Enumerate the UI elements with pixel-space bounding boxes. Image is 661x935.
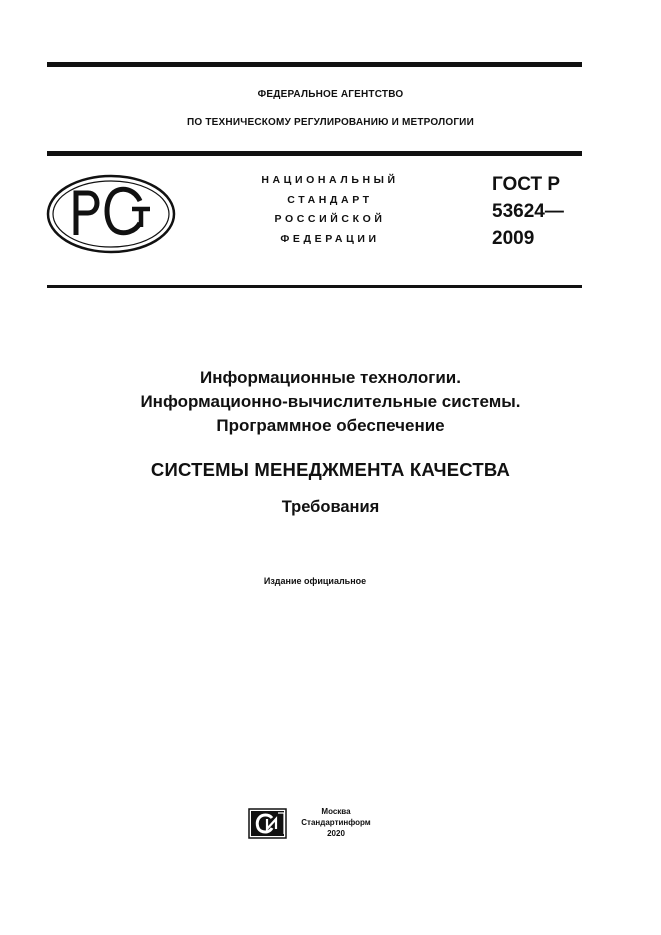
gost-r-certification-mark-icon: [44, 173, 178, 255]
title-line-2: Информационно-вычислительные системы.: [140, 392, 521, 411]
publisher-year: 2020: [327, 829, 345, 838]
gost-designation: ГОСТ Р: [492, 174, 561, 195]
gost-number: 53624—: [492, 201, 564, 222]
middle-rule: [47, 151, 582, 156]
bottom-rule: [47, 285, 582, 288]
subtitle: Требования: [281, 498, 380, 516]
edition-label: Издание официальное: [263, 576, 367, 586]
standartinform-logo-icon: [248, 808, 287, 839]
national-line-3: РОССИЙСКОЙ: [274, 213, 386, 225]
top-rule: [47, 62, 582, 67]
title-line-3: Программное обеспечение: [216, 416, 445, 435]
standard-designation: [492, 171, 564, 252]
national-standard-label: [232, 171, 428, 249]
publisher-name: Стандартинформ: [301, 818, 371, 827]
agency-line-1: ФЕДЕРАЛЬНОЕ АГЕНТСТВО: [257, 89, 404, 100]
gost-year: 2009: [492, 228, 535, 249]
main-title: СИСТЕМЫ МЕНЕДЖМЕНТА КАЧЕСТВА: [150, 459, 511, 480]
title-line-1: Информационные технологии.: [200, 368, 461, 387]
publisher-info: [296, 806, 376, 839]
agency-line-2: ПО ТЕХНИЧЕСКОМУ РЕГУЛИРОВАНИЮ И МЕТРОЛОГИИ: [187, 117, 474, 128]
national-line-2: СТАНДАРТ: [287, 193, 373, 206]
national-line-4: ФЕДЕРАЦИИ: [280, 232, 380, 245]
document-title: [0, 366, 661, 438]
national-line-1: НАЦИОНАЛЬНЫЙ: [261, 174, 399, 186]
publisher-city: Москва: [321, 807, 351, 816]
